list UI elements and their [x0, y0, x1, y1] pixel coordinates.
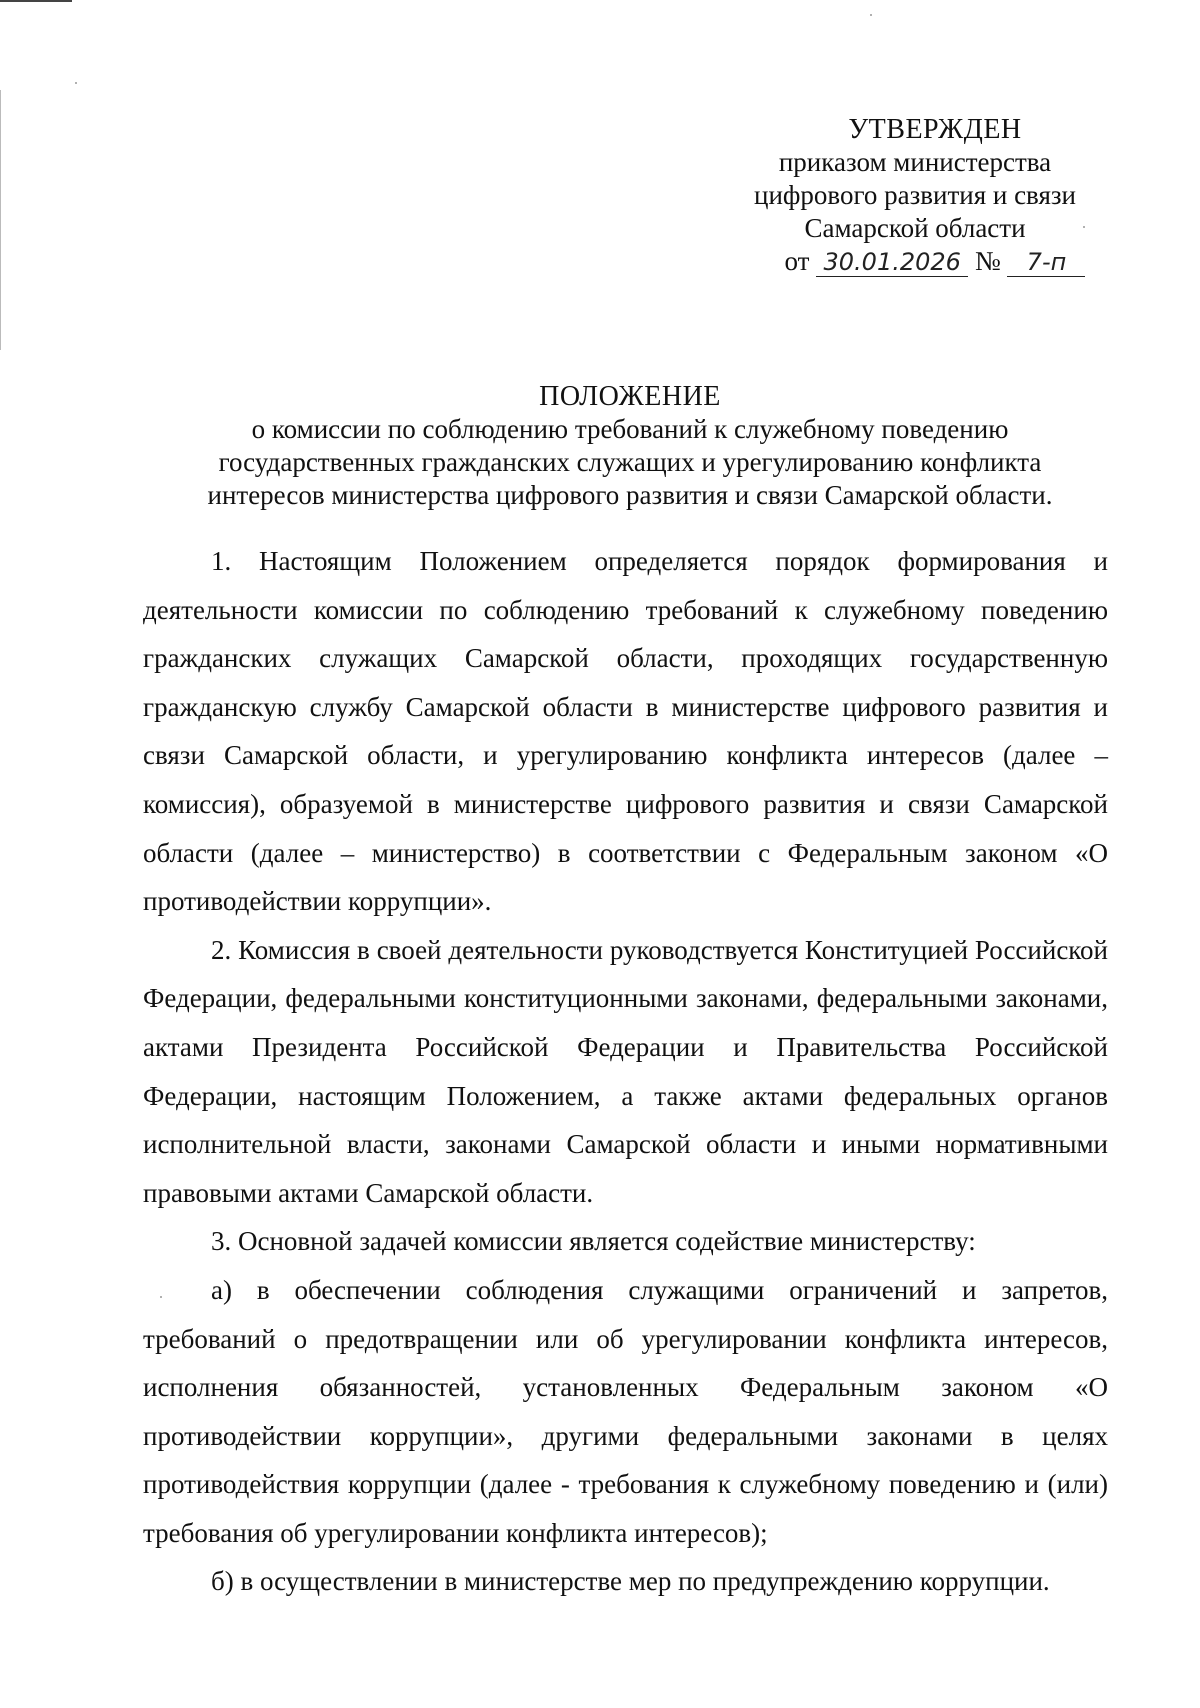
scan-edge-line — [0, 90, 1, 350]
paragraph: 2. Комиссия в своей деятельности руководствуется Конституцией Российской Федерации, федеральными конституционными законами, федеральными законами, актами Президента Российской Федерации и Правительства Российской Федерации, настоящим Положением, а также актами федеральных органов исполнительной власти, законами Самарской области и иными нормативными правовыми актами Самарской области. — [143, 934, 1108, 1208]
number-label: № — [974, 246, 1001, 276]
handwritten-number: 7-п — [1007, 248, 1085, 277]
approval-block — [720, 113, 1110, 278]
title-heading: ПОЛОЖЕНИЕ — [539, 381, 721, 412]
paragraph: 3. Основной задачей комиссии является содействие министерству: — [211, 1226, 976, 1257]
title-line: о комиссии по соблюдению требований к служебному поведению — [251, 414, 1009, 444]
document-title — [140, 380, 1120, 512]
title-line: государственных гражданских служащих и урегулированию конфликта — [218, 447, 1042, 477]
scan-edge-mark — [0, 0, 72, 2]
date-prefix: от — [784, 246, 810, 276]
approval-heading: УТВЕРЖДЕН — [848, 114, 1022, 145]
paragraph: а) в обеспечении соблюдения служащими ограничений и запретов, требований о предотвращении или об урегулировании конфликта интересов, исполнения обязанностей, установленных Федеральным законом «О противодействии коррупции», другими федеральными законами в целях противодействия коррупции (далее - требования к служебному поведению и (или) требования об урегулировании конфликта интересов); — [143, 1274, 1108, 1548]
document-body — [143, 537, 1108, 1606]
title-line: интересов министерства цифрового развития и связи Самарской области. — [207, 480, 1053, 510]
approval-line: приказом министерства — [778, 147, 1052, 177]
scan-speck — [75, 82, 77, 84]
approval-date-line — [760, 245, 1110, 278]
handwritten-date: 30.01.2026 — [816, 248, 968, 277]
approval-line: Самарской области — [804, 213, 1026, 243]
paragraph: 1. Настоящим Положением определяется порядок формирования и деятельности комиссии по соблюдению требований к служебному поведению гражданских служащих Самарской области, проходящих государственную гражданскую службу Самарской области в министерстве цифрового развития и связи Самарской области, и урегулированию конфликта интересов (далее – комиссия), образуемой в министерстве цифрового развития и связи Самарской области (далее – министерство) в соответствии с Федеральным законом «О противодействии коррупции». — [143, 546, 1108, 917]
scan-speck — [870, 14, 872, 16]
paragraph: б) в осуществлении в министерстве мер по предупреждению коррупции. — [211, 1566, 1050, 1597]
approval-line: цифрового развития и связи — [754, 180, 1076, 210]
